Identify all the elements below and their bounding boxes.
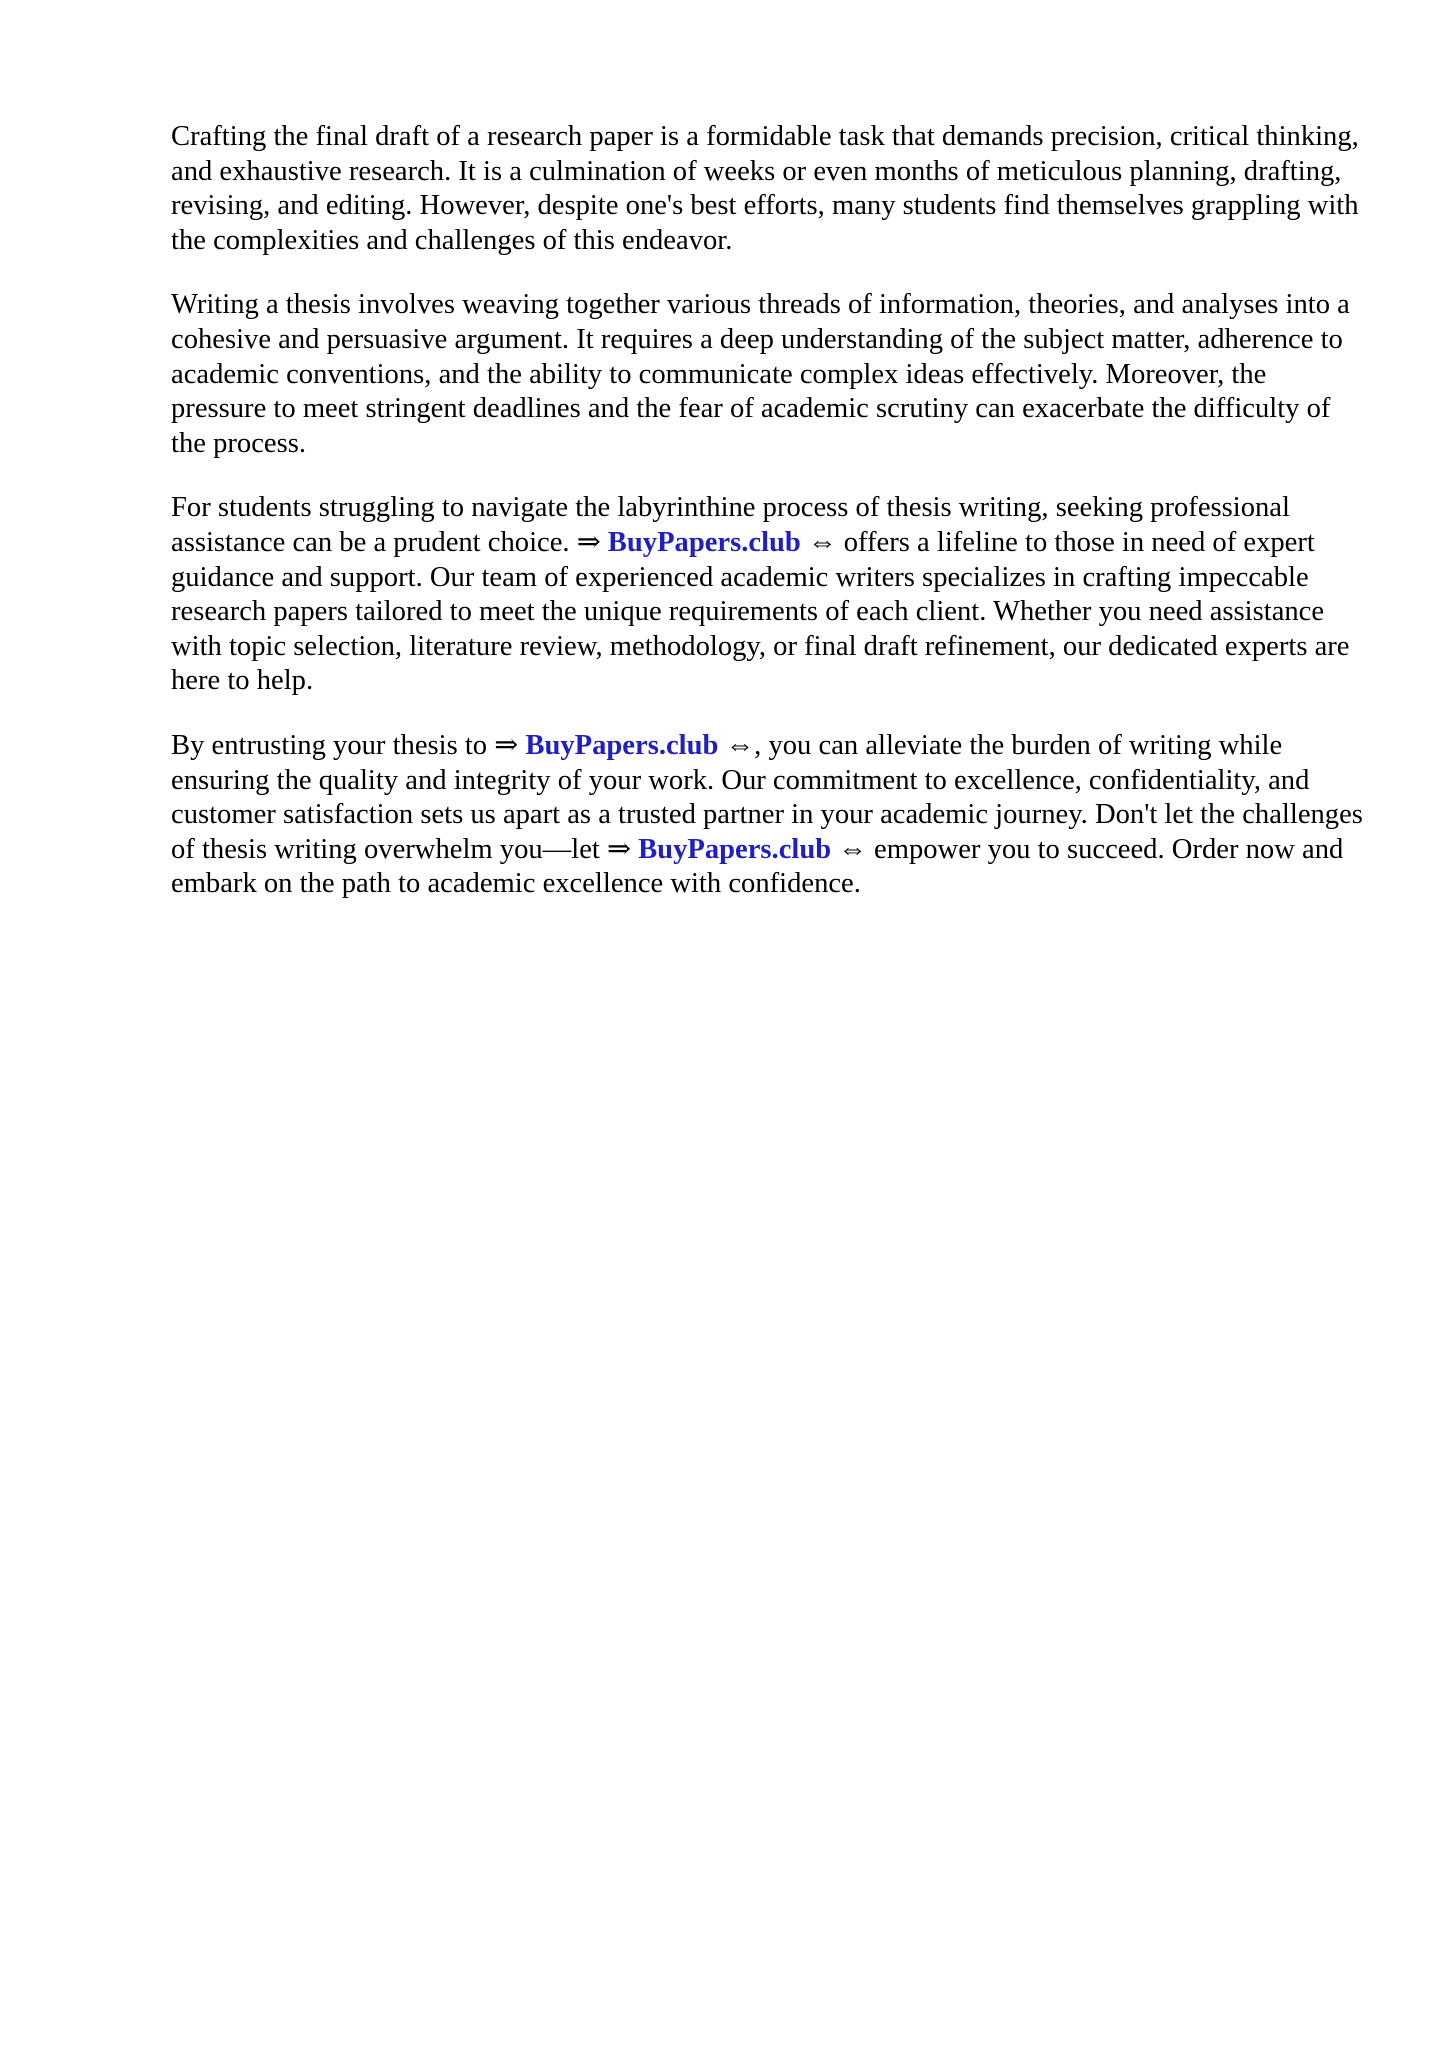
buypapers-link[interactable]: BuyPapers.club [607, 526, 801, 558]
paragraph-thesis-writing: Writing a thesis involves weaving together various threads of information, theories, and analyses into a cohesive and persuasive argument. It requires a deep understanding of the subject matter, adherence to academic conventions, and the ability to communicate complex ideas effectively. Moreover, the pressure to meet stringent deadlines and the fear of academic scrutiny can exacerbate the difficulty of the process. [171, 289, 1350, 459]
paragraph-4-text-before: By entrusting your thesis to ⇒ [171, 729, 526, 761]
buypapers-link[interactable]: BuyPapers.club [525, 729, 719, 761]
paragraph-3-text-after: ⇔ offers a lifeline to those in need of expert guidance and support. Our team of experienced academic writers specializes in crafting impeccable research papers tailored to meet the unique requirements of each client. Whether you need assistance with topic selection, literature review, methodology, or final draft refinement, our dedicated experts are here to help. [171, 526, 1350, 697]
paragraph-4-text-after: ⇔ empower you to succeed. Order now and embark on the path to academic excellence with confidence. [171, 833, 1344, 900]
paragraph-3-text-before: For students struggling to navigate the labyrinthine process of thesis writing, seeking professional assistance can be a prudent choice. ⇒ [171, 492, 1290, 558]
paragraph-call-to-action [171, 729, 1366, 902]
paragraph-professional-assistance [171, 491, 1366, 699]
paragraph-intro: Crafting the final draft of a research paper is a formidable task that demands precision, critical thinking, and exhaustive research. It is a culmination of weeks or even months of meticulous planning, drafting, revising, and editing. However, despite one's best efforts, many students find themselves grappling with the complexities and challenges of this endeavor. [171, 121, 1359, 256]
paragraph-4-text-middle: ⇔, you can alleviate the burden of writing while ensuring the quality and integrity of your work. Our commitment to excellence, confidentiality, and customer satisfaction sets us apart as a trusted partner in your academic journey. Don't let the challenges of thesis writing overwhelm you—let ⇒ [171, 729, 1363, 865]
buypapers-link[interactable]: BuyPapers.club [638, 833, 832, 865]
document-body [171, 120, 1366, 932]
